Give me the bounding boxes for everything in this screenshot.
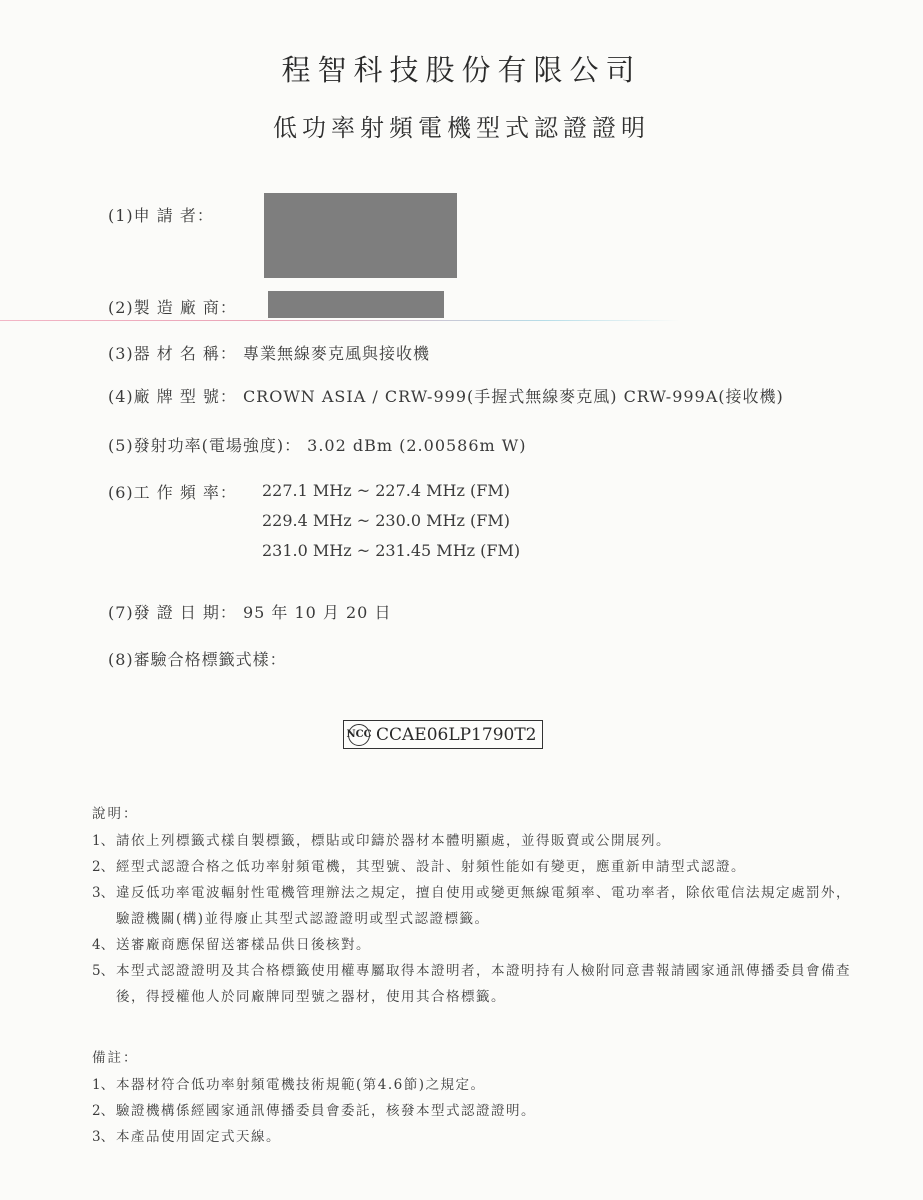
list-item (92, 880, 852, 932)
item-number: 1、 (92, 1077, 115, 1093)
notes-section (92, 802, 852, 1010)
item-text: 本型式認證證明及其合格標籤使用權專屬取得本證明者，本證明持有人檢附同意書報請國家通訊傳播委員會備查後，得授權他人於同廠牌同型號之器材，使用其合格標籤。 (116, 963, 851, 1005)
item-text: 送審廠商應保留送審樣品供日後核對。 (116, 937, 371, 953)
list-item (92, 1124, 852, 1150)
field-label: (5)發射功率(電場強度)： (108, 436, 302, 455)
field-value: CROWN ASIA / CRW-999(手握式無線麥克風) CRW-999A(接收機) (242, 387, 784, 406)
item-number: 3、 (92, 1129, 115, 1145)
field-brand-model (108, 384, 784, 407)
list-item (92, 854, 852, 880)
item-number: 2、 (92, 859, 115, 875)
frequency-list (262, 476, 520, 566)
field-label: (8)審驗合格標籤式樣： (108, 650, 287, 669)
field-value: 3.02 dBm (2.00586m W) (307, 436, 527, 455)
item-text: 驗證機構係經國家通訊傳播委員會委託，核發本型式認證證明。 (116, 1103, 536, 1119)
field-transmit-power (108, 433, 526, 456)
field-value: 專業無線麥克風與接收機 (242, 344, 430, 363)
field-label: (1)申 請 者： (108, 206, 214, 225)
list-item (92, 1098, 852, 1124)
field-label-sample (108, 647, 287, 670)
scan-artifact-line (0, 320, 680, 321)
redaction-block-manufacturer (268, 291, 444, 318)
field-label: (4)廠 牌 型 號： (108, 387, 237, 406)
item-text: 違反低功率電波輻射性電機管理辦法之規定，擅自使用或變更無線電頻率、電功率者，除依電信法規定處罰外，驗證機關(構)並得廢止其型式認證證明或型式認證標籤。 (116, 885, 851, 927)
item-number: 2、 (92, 1103, 115, 1119)
remarks-section (92, 1046, 852, 1150)
field-value: 95 年 10 月 20 日 (242, 603, 392, 622)
item-number: 5、 (92, 963, 115, 979)
document-title: 低功率射頻電機型式認證證明 (273, 114, 650, 142)
field-operating-frequency (108, 480, 237, 503)
item-number: 4、 (92, 937, 115, 953)
field-applicant (108, 203, 214, 226)
redaction-block-applicant (264, 193, 457, 278)
list-item (92, 1072, 852, 1098)
item-number: 3、 (92, 885, 115, 901)
frequency-range: 227.1 MHz ~ 227.4 MHz (FM) (262, 481, 510, 500)
item-text: 請依上列標籤式樣自製標籤，標貼或印鑄於器材本體明顯處，並得販賣或公開展列。 (116, 833, 671, 849)
frequency-range: 231.0 MHz ~ 231.45 MHz (FM) (262, 541, 521, 560)
ncc-logo-icon: NCC (348, 724, 370, 746)
certification-label (343, 720, 543, 749)
field-issue-date (108, 600, 391, 623)
company-name: 程智科技股份有限公司 (281, 53, 642, 87)
item-text: 本產品使用固定式天線。 (116, 1129, 281, 1145)
field-equipment-name (108, 341, 430, 364)
item-text: 經型式認證合格之低功率射頻電機，其型號、設計、射頻性能如有變更，應重新申請型式認證。 (116, 859, 746, 875)
list-item (92, 828, 852, 854)
notes-heading: 說明： (92, 806, 139, 822)
field-label: (6)工 作 頻 率： (108, 483, 237, 502)
list-item (92, 958, 852, 1010)
frequency-range: 229.4 MHz ~ 230.0 MHz (FM) (262, 511, 510, 530)
field-label: (3)器 材 名 稱： (108, 344, 237, 363)
field-label: (2)製 造 廠 商： (108, 298, 237, 317)
item-number: 1、 (92, 833, 115, 849)
remarks-heading: 備註： (92, 1050, 139, 1066)
list-item (92, 932, 852, 958)
field-label: (7)發 證 日 期： (108, 603, 237, 622)
certification-code: CCAE06LP1790T2 (376, 724, 537, 745)
field-manufacturer (108, 295, 237, 318)
item-text: 本器材符合低功率射頻電機技術規範(第4.6節)之規定。 (116, 1077, 486, 1093)
